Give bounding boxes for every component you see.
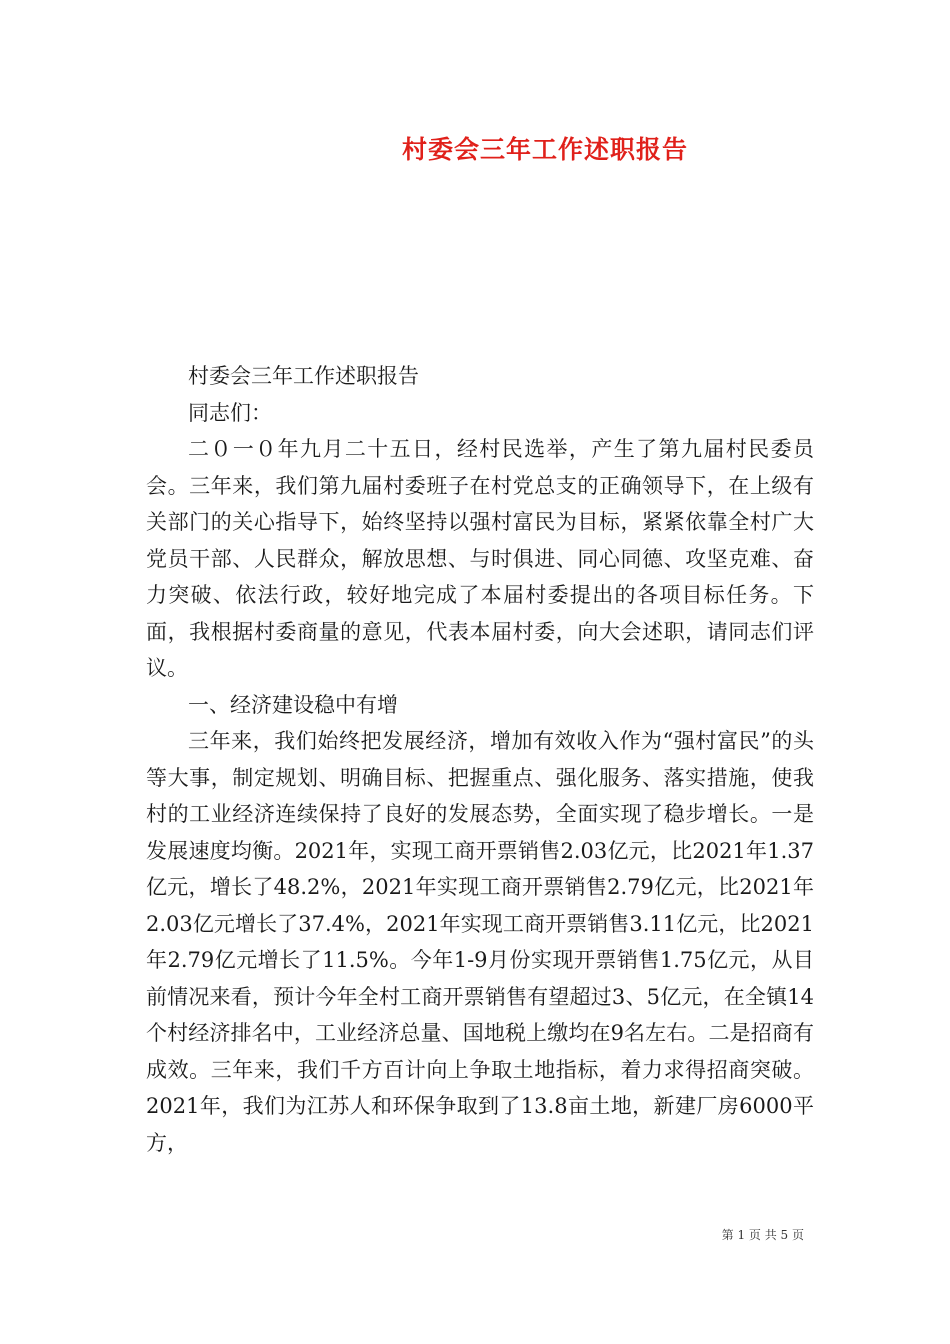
salutation: 同志们：	[188, 400, 272, 425]
page-footer: 第 1 页 共 5 页	[721, 1228, 804, 1242]
paragraph-intro: 二０一０年九月二十五日，经村民选举，产生了第九届村民委员会。三年来，我们第九届村委班子在村党总支的正确领导下，在上级有关部门的关心指导下，始终坚持以强村富民为目标，紧紧依靠全村广大党员干部、人民群众，解放思想、与时俱进、同心同德、攻坚克难、奋力突破、依法行政，较好地完成了本届村委提出的各项目标任务。下面，我根据村委商量的意见，代表本届村委，向大会述职，请同志们评议。	[146, 437, 814, 680]
body-heading: 村委会三年工作述职报告	[188, 364, 419, 388]
section-heading-economy: 一、经济建设稳中有增	[188, 692, 398, 717]
document-title: 村委会三年工作述职报告	[401, 135, 688, 164]
document-body	[146, 358, 814, 1161]
paragraph-economy: 三年来，我们始终把发展经济，增加有效收入作为“强村富民”的头等大事，制定规划、明确目标、把握重点、强化服务、落实措施，使我村的工业经济连续保持了良好的发展态势，全面实现了稳步增长。一是发展速度均衡。2021年，实现工商开票销售2.03亿元，比2021年1.37亿元，增长了48.2%，2021年实现工商开票销售2.79亿元，比2021年2.03亿元增长了37.4%，2021年实现工商开票销售3.11亿元，比2021年2.79亿元增长了11.5%。今年1-9月份实现开票销售1.75亿元，从目前情况来看，预计今年全村工商开票销售有望超过3、5亿元，在全镇14个村经济排名中，工业经济总量、国地税上缴均在9名左右。二是招商有成效。三年来，我们千方百计向上争取土地指标，着力求得招商突破。2021年，我们为江苏人和环保争取到了13.8亩土地，新建厂房6000平方，	[146, 729, 814, 1155]
